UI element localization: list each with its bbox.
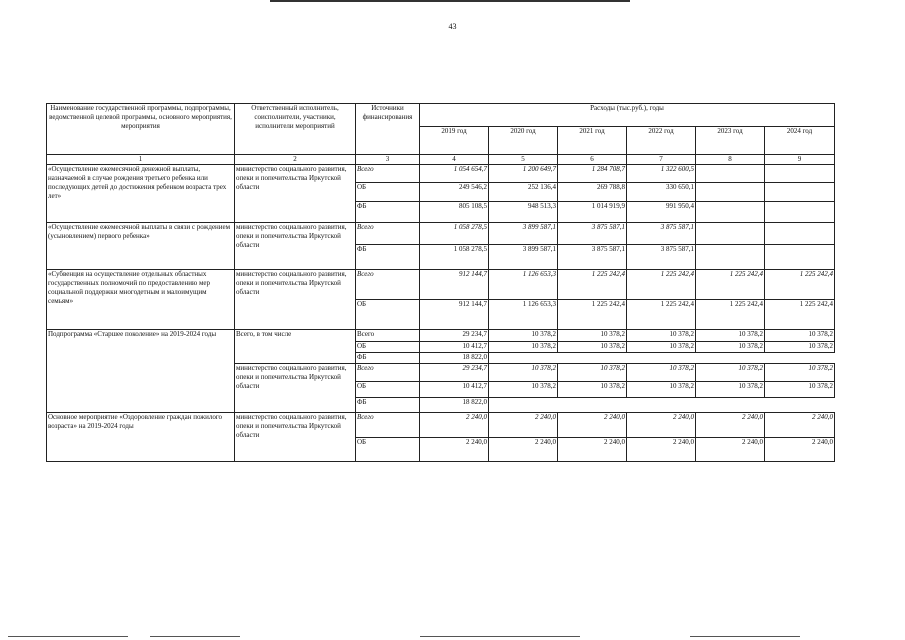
header-year: 2021 год xyxy=(558,127,627,155)
value-cell xyxy=(765,223,835,245)
source-label: Всего xyxy=(356,330,420,342)
value-cell: 2 240,0 xyxy=(696,413,765,438)
value-cell: 252 136,4 xyxy=(489,183,558,202)
header-year: 2023 год xyxy=(696,127,765,155)
header-year: 2020 год xyxy=(489,127,558,155)
value-cell: 2 240,0 xyxy=(627,438,696,462)
source-label: ОБ xyxy=(356,342,420,353)
value-cell: 18 822,0 xyxy=(420,353,489,364)
col-number: 7 xyxy=(627,155,696,165)
value-cell: 1 225 242,4 xyxy=(627,300,696,330)
source-label: ФБ xyxy=(356,245,420,270)
scan-edge-line xyxy=(270,0,630,2)
program-name: Подпрограмма «Старшее поколение» на 2019-2024 годы xyxy=(47,330,235,413)
executor-name: министерство социального развития, опеки и попечительства Иркутской области xyxy=(235,165,356,223)
source-label: ОБ xyxy=(356,382,420,398)
value-cell: 948 513,3 xyxy=(489,202,558,223)
scan-edge-mark xyxy=(420,636,580,637)
source-label: ФБ xyxy=(356,353,420,364)
value-cell: 1 126 653,3 xyxy=(489,270,558,300)
value-cell: 3 899 587,1 xyxy=(489,245,558,270)
scan-edge-mark xyxy=(690,636,800,637)
value-cell: 10 378,2 xyxy=(627,342,696,353)
table-row xyxy=(47,330,835,342)
value-cell: 1 014 919,9 xyxy=(558,202,627,223)
table-row xyxy=(47,270,835,300)
header-executor: Ответственный исполнитель, соисполнители, участники, исполнители мероприятий xyxy=(235,104,356,155)
program-name: «Субвенция на осуществление отдельных областных государственных полномочий по предоставлению мер социальной поддержки многодетным и малоимущим семьям» xyxy=(47,270,235,330)
value-cell: 10 378,2 xyxy=(696,382,765,398)
value-cell: 1 225 242,4 xyxy=(558,300,627,330)
value-cell xyxy=(489,398,558,413)
value-cell: 2 240,0 xyxy=(420,413,489,438)
source-label: ОБ xyxy=(356,438,420,462)
value-cell xyxy=(696,398,765,413)
budget-table xyxy=(46,103,835,462)
value-cell: 3 875 587,1 xyxy=(627,245,696,270)
source-label: ФБ xyxy=(356,202,420,223)
value-cell xyxy=(765,353,835,364)
scan-edge-mark xyxy=(150,636,240,637)
value-cell: 912 144,7 xyxy=(420,300,489,330)
executor-name: министерство социального развития, опеки и попечительства Иркутской области xyxy=(235,364,356,413)
col-number: 9 xyxy=(765,155,835,165)
value-cell: 3 875 587,1 xyxy=(558,245,627,270)
value-cell: 912 144,7 xyxy=(420,270,489,300)
source-label: Всего xyxy=(356,165,420,183)
value-cell: 1 225 242,4 xyxy=(696,270,765,300)
value-cell: 1 225 242,4 xyxy=(696,300,765,330)
value-cell: 18 822,0 xyxy=(420,398,489,413)
value-cell: 1 058 278,5 xyxy=(420,245,489,270)
executor-name: Всего, в том числе xyxy=(235,330,356,364)
header-program: Наименование государственной программы, подпрограммы, ведомственной целевой программы, основного мероприятия, мероприятия xyxy=(47,104,235,155)
value-cell: 10 378,2 xyxy=(627,330,696,342)
value-cell xyxy=(765,165,835,183)
value-cell: 10 378,2 xyxy=(696,330,765,342)
value-cell: 1 225 242,4 xyxy=(627,270,696,300)
value-cell: 1 322 600,5 xyxy=(627,165,696,183)
value-cell: 2 240,0 xyxy=(765,413,835,438)
table-row xyxy=(47,165,835,183)
value-cell xyxy=(765,398,835,413)
value-cell: 1 225 242,4 xyxy=(765,300,835,330)
value-cell: 29 234,7 xyxy=(420,364,489,382)
source-label: Всего xyxy=(356,270,420,300)
value-cell: 10 378,2 xyxy=(558,364,627,382)
executor-name: министерство социального развития, опеки и попечительства Иркутской области xyxy=(235,223,356,270)
header-sources: Источники финансирования xyxy=(356,104,420,155)
table-row xyxy=(47,413,835,438)
value-cell: 2 240,0 xyxy=(489,413,558,438)
source-label: ОБ xyxy=(356,183,420,202)
col-number: 3 xyxy=(356,155,420,165)
col-number: 4 xyxy=(420,155,489,165)
value-cell: 1 054 654,7 xyxy=(420,165,489,183)
value-cell: 10 378,2 xyxy=(558,330,627,342)
col-number: 5 xyxy=(489,155,558,165)
page-number: 43 xyxy=(448,22,457,31)
program-name: Основное мероприятие «Оздоровление граждан пожилого возраста» на 2019-2024 годы xyxy=(47,413,235,462)
value-cell: 10 378,2 xyxy=(558,382,627,398)
value-cell xyxy=(627,353,696,364)
value-cell xyxy=(696,183,765,202)
value-cell xyxy=(696,223,765,245)
value-cell xyxy=(696,165,765,183)
value-cell xyxy=(558,353,627,364)
program-name: «Осуществление ежемесячной выплаты в связи с рождением (усыновлением) первого ребенка» xyxy=(47,223,235,270)
header-expenses: Расходы (тыс.руб.), годы xyxy=(420,104,835,127)
col-number: 1 xyxy=(47,155,235,165)
value-cell: 10 378,2 xyxy=(765,342,835,353)
value-cell: 10 412,7 xyxy=(420,342,489,353)
value-cell xyxy=(627,398,696,413)
value-cell: 10 378,2 xyxy=(489,382,558,398)
program-name: «Осуществление ежемесячной денежной выплаты, назначаемой в случае рождения третьего ребенка или последующих детей до достижения ребенком возраста трех лет» xyxy=(47,165,235,223)
value-cell xyxy=(696,202,765,223)
value-cell: 10 378,2 xyxy=(489,364,558,382)
value-cell: 10 412,7 xyxy=(420,382,489,398)
value-cell xyxy=(765,183,835,202)
value-cell: 1 200 649,7 xyxy=(489,165,558,183)
scan-edge-mark xyxy=(8,636,128,637)
value-cell: 10 378,2 xyxy=(765,364,835,382)
column-numbers-row xyxy=(47,155,835,165)
value-cell xyxy=(765,202,835,223)
value-cell: 3 875 587,1 xyxy=(627,223,696,245)
value-cell: 10 378,2 xyxy=(765,330,835,342)
value-cell: 1 284 708,7 xyxy=(558,165,627,183)
value-cell: 330 650,1 xyxy=(627,183,696,202)
value-cell xyxy=(765,245,835,270)
header-year: 2024 год xyxy=(765,127,835,155)
value-cell: 991 950,4 xyxy=(627,202,696,223)
value-cell: 805 108,5 xyxy=(420,202,489,223)
table-row xyxy=(47,223,835,245)
header-year: 2022 год xyxy=(627,127,696,155)
col-number: 8 xyxy=(696,155,765,165)
value-cell: 10 378,2 xyxy=(765,382,835,398)
value-cell: 10 378,2 xyxy=(627,364,696,382)
executor-name: министерство социального развития, опеки и попечительства Иркутской области xyxy=(235,413,356,462)
executor-name: министерство социального развития, опеки и попечительства Иркутской области xyxy=(235,270,356,330)
value-cell: 2 240,0 xyxy=(489,438,558,462)
value-cell: 2 240,0 xyxy=(558,413,627,438)
value-cell: 1 225 242,4 xyxy=(558,270,627,300)
header-year: 2019 год xyxy=(420,127,489,155)
source-label: Всего xyxy=(356,364,420,382)
source-label: ФБ xyxy=(356,398,420,413)
value-cell: 1 126 653,3 xyxy=(489,300,558,330)
value-cell: 10 378,2 xyxy=(558,342,627,353)
value-cell xyxy=(558,398,627,413)
source-label: ОБ xyxy=(356,300,420,330)
value-cell: 2 240,0 xyxy=(765,438,835,462)
value-cell xyxy=(696,353,765,364)
value-cell: 2 240,0 xyxy=(420,438,489,462)
value-cell: 1 058 278,5 xyxy=(420,223,489,245)
col-number: 6 xyxy=(558,155,627,165)
source-label: Всего xyxy=(356,223,420,245)
value-cell xyxy=(696,245,765,270)
value-cell: 29 234,7 xyxy=(420,330,489,342)
value-cell: 269 788,8 xyxy=(558,183,627,202)
value-cell: 2 240,0 xyxy=(558,438,627,462)
value-cell: 10 378,2 xyxy=(489,342,558,353)
value-cell: 10 378,2 xyxy=(696,342,765,353)
value-cell: 10 378,2 xyxy=(489,330,558,342)
value-cell: 3 875 587,1 xyxy=(558,223,627,245)
value-cell: 249 546,2 xyxy=(420,183,489,202)
value-cell: 1 225 242,4 xyxy=(765,270,835,300)
value-cell: 2 240,0 xyxy=(696,438,765,462)
value-cell: 2 240,0 xyxy=(627,413,696,438)
value-cell xyxy=(489,353,558,364)
source-label: Всего xyxy=(356,413,420,438)
value-cell: 10 378,2 xyxy=(696,364,765,382)
value-cell: 10 378,2 xyxy=(627,382,696,398)
value-cell: 3 899 587,1 xyxy=(489,223,558,245)
col-number: 2 xyxy=(235,155,356,165)
